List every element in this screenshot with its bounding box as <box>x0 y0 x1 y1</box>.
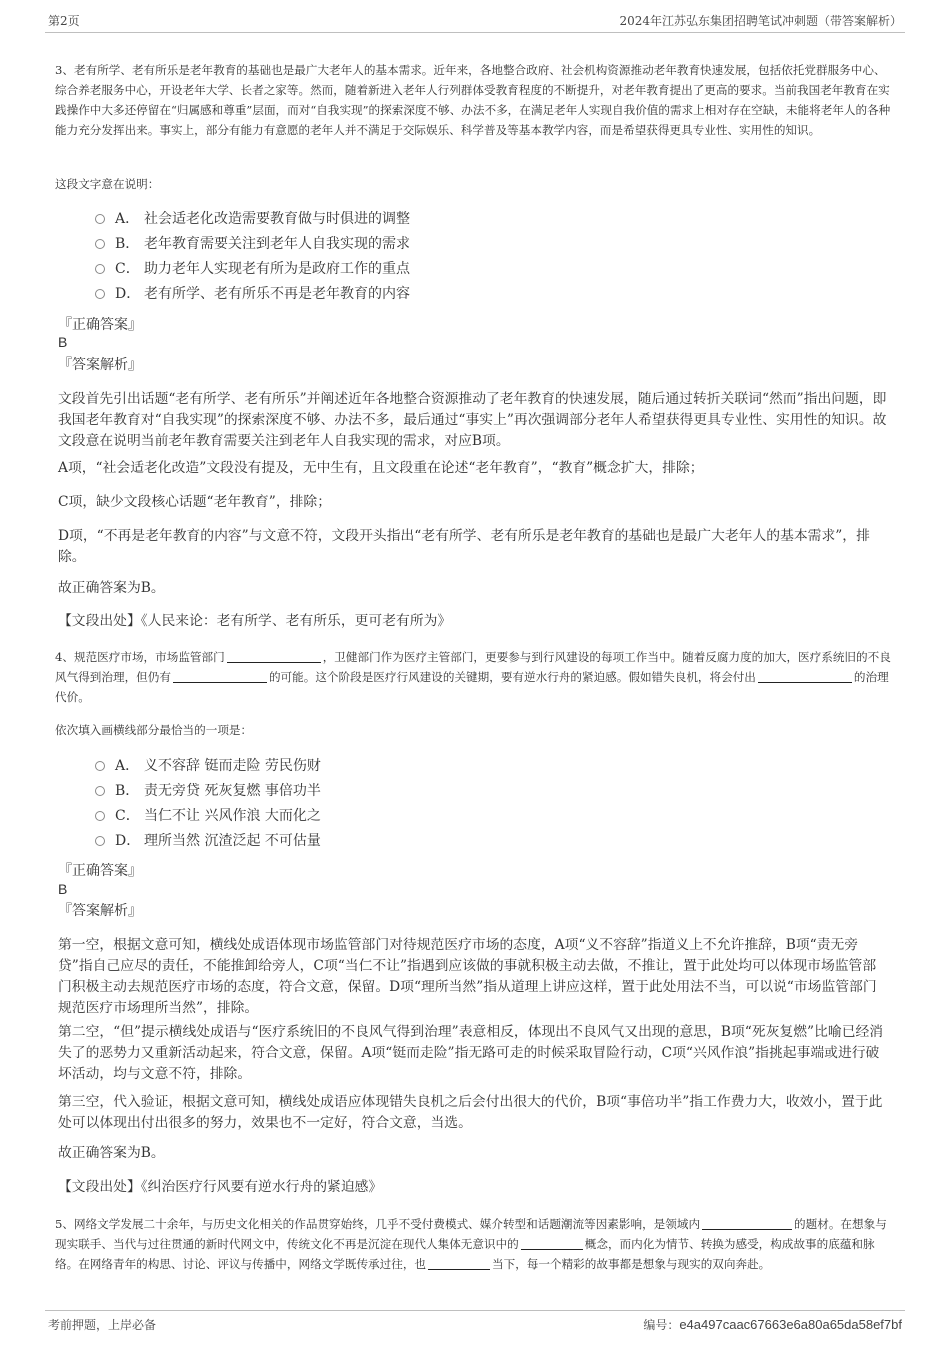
q3-analysis-p5: 故正确答案为B。 <box>58 580 165 596</box>
q4-analysis-p3: 第三空，代入验证，根据文意可知，横线处成语应体现错失良机之后会付出很大的代价，B项“事倍功半”指工作费力大，收效小，置于此处可以体现出付出很多的努力，效果也不一定好，符合文意，当选。 <box>58 1094 883 1131</box>
q4-analysis-p2: 第二空，“但”提示横线处成语与“医疗系统旧的不良风气得到治理”表意相反，体现出不良风气又出现的意思，B项“死灰复燃”比喻已经消失了的恶势力又重新活动起来，符合文意，保留。A项“铤而走险”指无路可走的时候采取冒险行动，C项“兴风作浪”指挑起事端或进行破坏活动，均与文意不符，排除。 <box>58 1024 884 1082</box>
q4-option-c[interactable]: C． 当仁不让 兴风作浪 大而化之 <box>95 804 321 829</box>
q3-analysis-p1: 文段首先引出话题“老有所学、老有所乐”并阐述近年各地整合资源推动了老年教育的快速发展，随后通过转折关联词“然而”指出问题，即我国老年教育对“自我实现”的探索深度不够、办法不多，最后通过“事实上”再次强调部分老年人希望获得更具专业性、实用性的知识。故文段意在说明当前老年教育需要关注到老年人自我实现的需求，对应B项。 <box>58 391 887 449</box>
page-header <box>45 8 905 33</box>
q3-stem: 3、老有所学、老有所乐是老年教育的基础也是最广大老年人的基本需求。近年来，各地整合政府、社会机构资源推动老年教育快速发展，包括依托党群服务中心、综合养老服务中心，开设老年大学、长者之家等。然而，随着新进入老年人行列群体受教育程度的不断提升，对老年教育提出了更高的要求。当前我国老年教育在实践操作中大多还停留在“归属感和尊重”层面，而对“自我实现”的探索深度不够、办法不多，在满足老年人实现自我价值的需求上相对存在空缺，未能将老年人的各种能力充分发挥出来。事实上，部分有能力有意愿的老年人并不满足于交际娱乐、科学普及等基本教学内容，而是希望获得更具专业性、实用性的知识。 <box>55 63 891 137</box>
q4-option-d[interactable]: D． 理所当然 沉渣泛起 不可估量 <box>95 829 321 854</box>
q3-prompt: 这段文字意在说明： <box>55 177 160 191</box>
q4-option-a[interactable]: A． 义不容辞 铤而走险 劳民伤财 <box>95 754 321 779</box>
q4-analysis-p4: 故正确答案为B。 <box>58 1145 165 1161</box>
page-number: 第2页 <box>48 14 80 28</box>
q4-answer-label: 『正确答案』 <box>58 863 142 879</box>
q4-option-b[interactable]: B． 责无旁贷 死灰复燃 事倍功半 <box>95 779 321 804</box>
q3-analysis-p3: C项，缺少文段核心话题“老年教育”，排除； <box>58 494 332 510</box>
page-footer <box>45 1310 905 1335</box>
radio-icon[interactable] <box>95 761 105 771</box>
q4-options <box>95 754 321 854</box>
q4-analysis-p1: 第一空，根据文意可知，横线处成语体现市场监管部门对待规范医疗市场的态度，A项“义不容辞”指道义上不允许推辞，B项“责无旁贷”指自己应尽的责任，不能推卸给旁人，C项“当仁不让”指遇到应该做的事就积极主动去做，不推让，置于此处均可以体现市场监管部门积极主动去规范医疗市场的态度，符合文意，保留。D项“理所当然”指从道理上讲应这样，置于此处用法不当，可以说“市场监管部门规范医疗市场理所当然”，排除。 <box>58 937 877 1016</box>
radio-icon[interactable] <box>95 239 105 249</box>
q3-option-d[interactable]: D． 老有所学、老有所乐不再是老年教育的内容 <box>95 282 410 307</box>
q3-answer: B <box>58 334 68 350</box>
q5-stem: 5、网络文学发展二十余年，与历史文化相关的作品贯穿始终，几乎不受付费模式、媒介转型和话题潮流等因素影响，是领域内 的题材。在想象与现实联手、当代与过往贯通的新时代网文中，传统文化不再是沉淀在现代人集体无意识中的 概念，而内化为情节、转换为感受，构成故事的底蕴和脉络。在网络青年的构思、讨论、评议与传播中，网络文学既传承过往，也 当下，每一个精彩的故事都是想象与现实的双向奔赴。 <box>55 1217 887 1271</box>
fill-blank-1 <box>702 1217 792 1230</box>
fill-blank-3 <box>758 670 852 683</box>
q4-source: 【文段出处】《纠治医疗行风要有逆水行舟的紧迫感》 <box>58 1179 383 1195</box>
q3-options <box>95 207 410 307</box>
fill-blank-2 <box>521 1237 583 1250</box>
document-title: 2024年江苏弘东集团招聘笔试冲刺题（带答案解析） <box>619 14 902 28</box>
radio-icon[interactable] <box>95 836 105 846</box>
q3-source: 【文段出处】《人民来论：老有所学、老有所乐，更可老有所为》 <box>58 613 452 629</box>
q3-analysis-label: 『答案解析』 <box>58 357 142 373</box>
q3-option-b[interactable]: B． 老年教育需要关注到老年人自我实现的需求 <box>95 232 410 257</box>
radio-icon[interactable] <box>95 214 105 224</box>
q4-prompt: 依次填入画横线部分最恰当的一项是： <box>55 723 253 737</box>
q3-analysis-p4: D项，“不再是老年教育的内容”与文意不符，文段开头指出“老有所学、老有所乐是老年教育的基础也是最广大老年人的基本需求”，排除。 <box>58 528 870 565</box>
q4-analysis-label: 『答案解析』 <box>58 903 142 919</box>
q3-analysis-p2: A项，“社会适老化改造”文段没有提及，无中生有，且文段重在论述“老年教育”，“教育”概念扩大，排除； <box>58 460 704 476</box>
fill-blank-2 <box>173 670 267 683</box>
q3-option-a[interactable]: A． 社会适老化改造需要教育做与时俱进的调整 <box>95 207 410 232</box>
q4-answer: B <box>58 881 68 897</box>
fill-blank-1 <box>227 650 321 663</box>
q4-stem: 4、规范医疗市场，市场监管部门 ，卫健部门作为医疗主管部门，更要参与到行风建设的每项工作当中。随着反腐力度的加大，医疗系统旧的不良风气得到治理，但仍有 的可能。这个阶段是医疗行风建设的关键期，要有逆水行舟的紧迫感。假如错失良机，将会付出 的治理代价。 <box>55 650 891 704</box>
document-code: 编号：e4a497caac67663e6a80a65da58ef7bf <box>643 1317 902 1332</box>
q3-option-c[interactable]: C． 助力老年人实现老有所为是政府工作的重点 <box>95 257 410 282</box>
radio-icon[interactable] <box>95 811 105 821</box>
q3-answer-label: 『正确答案』 <box>58 317 142 333</box>
radio-icon[interactable] <box>95 289 105 299</box>
footer-slogan: 考前押题，上岸必备 <box>48 1318 157 1332</box>
radio-icon[interactable] <box>95 264 105 274</box>
radio-icon[interactable] <box>95 786 105 796</box>
fill-blank-3 <box>428 1257 490 1270</box>
